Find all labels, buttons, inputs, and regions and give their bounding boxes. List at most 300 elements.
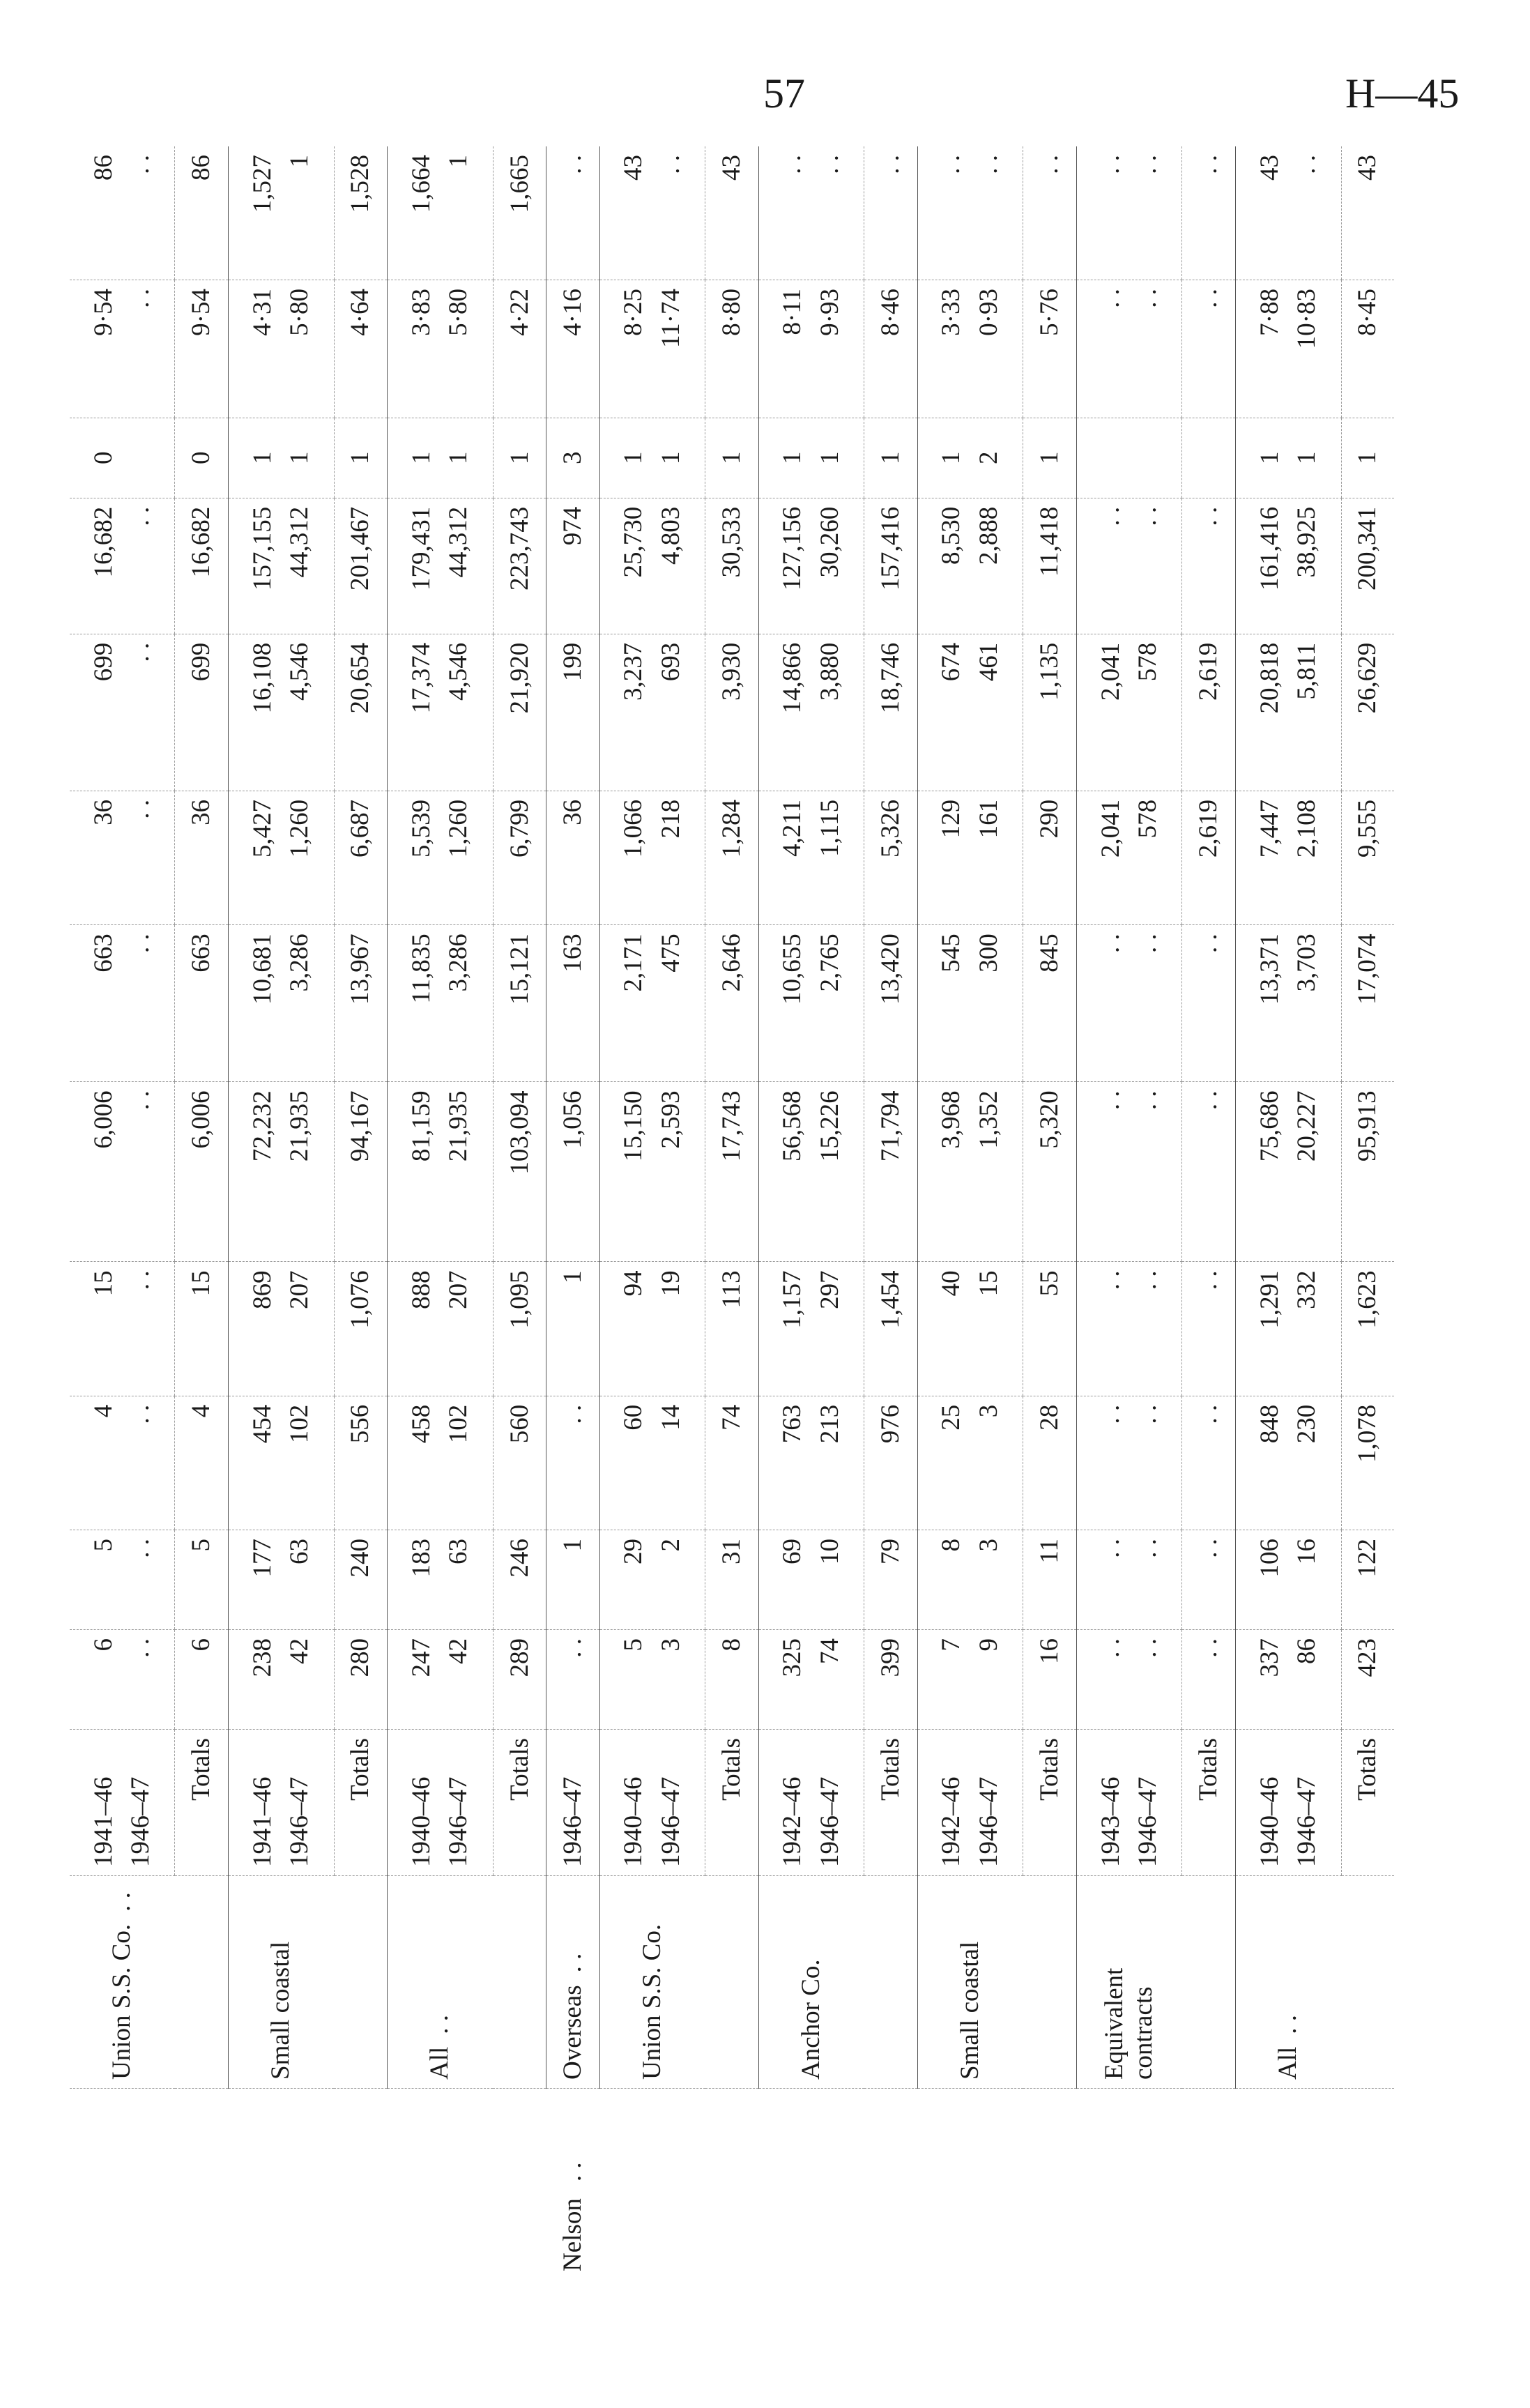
value-cell-col-5 — [705, 1082, 759, 1262]
cell-value: 458 — [406, 1404, 436, 1444]
cell-value: 163 — [558, 934, 588, 973]
value-cell-col-3 — [1235, 1396, 1341, 1530]
period-year: 1940–46 — [406, 1776, 436, 1867]
service-type-cell — [175, 1876, 229, 2089]
total-value: 1,076 — [346, 1270, 375, 1329]
cell-value: 2,765 — [815, 934, 844, 992]
cell-value: 42 — [444, 1638, 473, 1664]
value-cell-col-8 — [1182, 634, 1236, 791]
total-value: 1,095 — [505, 1270, 534, 1329]
total-value: 71,794 — [876, 1090, 905, 1162]
cell-value: 17,374 — [406, 642, 436, 714]
cell-value: 3,968 — [937, 1090, 966, 1149]
cell-value: 5,427 — [247, 799, 277, 858]
service-type-cell — [599, 1876, 705, 2089]
cell-value: . . — [126, 799, 155, 819]
cell-value: 1,527 — [247, 155, 277, 213]
value-cell-col-12 — [175, 146, 229, 280]
value-cell-col-12 — [1076, 146, 1182, 280]
value-cell-col-5 — [388, 1082, 494, 1262]
period-cell — [228, 1730, 334, 1876]
value-cell-col-1 — [1341, 1630, 1394, 1730]
cell-value: 161 — [974, 799, 1004, 839]
cell-value: 15 — [974, 1270, 1004, 1297]
value-cell-col-11 — [758, 280, 864, 418]
total-value: . . — [1194, 1638, 1223, 1658]
cell-value: . . — [1133, 1539, 1163, 1558]
value-cell-col-6 — [228, 925, 334, 1082]
value-cell-col-5 — [1076, 1082, 1182, 1262]
value-cell-col-10 — [864, 418, 918, 498]
cell-value: 81,159 — [406, 1090, 436, 1162]
value-cell-col-6 — [758, 925, 864, 1082]
cell-value: 9 — [974, 1638, 1004, 1652]
port-cell — [546, 2089, 600, 2280]
cell-value: 848 — [1255, 1404, 1284, 1444]
service-type-cell — [917, 1876, 1023, 2089]
cell-value: 179,431 — [406, 506, 436, 591]
value-cell-col-7 — [1182, 791, 1236, 924]
value-cell-col-5 — [175, 1082, 229, 1262]
value-cell-col-6 — [1235, 925, 1341, 1082]
cell-value: . . — [778, 155, 807, 174]
cell-value: . . — [1133, 1404, 1163, 1424]
total-value: 223,743 — [505, 506, 534, 591]
value-cell-col-7 — [758, 791, 864, 924]
period-cell — [599, 1730, 705, 1876]
total-value: 663 — [187, 934, 216, 973]
cell-value: 699 — [89, 642, 118, 682]
table-row — [228, 146, 334, 2280]
total-value: 43 — [717, 155, 747, 181]
cell-value: . . — [558, 1638, 588, 1658]
service-dots: . . — [558, 1953, 587, 1973]
value-cell-col-2 — [334, 1530, 388, 1630]
total-value: 2,646 — [717, 934, 747, 992]
cell-value: 29 — [619, 1539, 648, 1564]
value-cell-col-11 — [175, 280, 229, 418]
cell-value: 14 — [656, 1404, 685, 1431]
value-cell-col-1 — [228, 1630, 334, 1730]
total-value: 5,320 — [1035, 1090, 1064, 1149]
value-cell-col-8 — [546, 634, 600, 791]
total-value: 423 — [1353, 1638, 1382, 1677]
value-cell-col-8 — [599, 634, 705, 791]
cell-value: 4,803 — [656, 506, 685, 565]
totals-row — [175, 146, 229, 2280]
period-cell — [1182, 1730, 1236, 1876]
port-cell — [493, 2089, 546, 2280]
value-cell-col-7 — [334, 791, 388, 924]
cell-value: 545 — [937, 934, 966, 973]
value-cell-col-7 — [705, 791, 759, 924]
cell-value: 2,041 — [1096, 799, 1125, 858]
cell-value: 5,811 — [1292, 642, 1322, 700]
cell-value: 207 — [285, 1270, 314, 1309]
total-value: 86 — [187, 155, 216, 181]
totals-label: Totals — [717, 1738, 747, 1801]
total-value: . . — [1194, 934, 1223, 953]
value-cell-col-10 — [546, 418, 600, 498]
cell-value: 475 — [656, 934, 685, 973]
cell-value: 1,066 — [619, 799, 648, 858]
value-cell-col-2 — [546, 1530, 600, 1630]
total-value: 8·45 — [1353, 289, 1382, 336]
total-value: 36 — [187, 799, 216, 825]
total-value: 15,121 — [505, 934, 534, 1005]
period-year: 1943–46 — [1096, 1776, 1125, 1867]
cell-value: . . — [1133, 506, 1163, 526]
service-type-cell — [388, 1876, 494, 2089]
period-cell — [705, 1730, 759, 1876]
port-cell — [334, 2089, 388, 2280]
value-cell-col-4 — [70, 1262, 175, 1396]
cell-value: . . — [974, 155, 1004, 174]
service-type-cell — [758, 1876, 864, 2089]
cell-value: . . — [1133, 155, 1163, 174]
cell-value: 763 — [778, 1404, 807, 1444]
cell-value: . . — [126, 642, 155, 662]
cell-value: 2,041 — [1096, 642, 1125, 701]
value-cell-col-9 — [599, 498, 705, 634]
cell-value: . . — [1096, 1539, 1125, 1558]
value-cell-col-5 — [228, 1082, 334, 1262]
table-body — [70, 146, 1394, 2280]
cell-value: 9·54 — [89, 289, 118, 336]
total-value: 5·76 — [1035, 289, 1064, 336]
total-value: 2,619 — [1194, 642, 1223, 701]
value-cell-col-2 — [1076, 1530, 1182, 1630]
value-cell-col-11 — [228, 280, 334, 418]
period-year: 1946–47 — [558, 1776, 588, 1867]
value-cell-col-12 — [758, 146, 864, 280]
cell-value: 36 — [558, 799, 588, 825]
period-year: 1946–47 — [815, 1776, 844, 1867]
cell-value: 1 — [558, 1270, 588, 1283]
value-cell-col-6 — [546, 925, 600, 1082]
service-dots: . . — [1273, 2014, 1303, 2034]
value-cell-col-6 — [1341, 925, 1394, 1082]
cell-value: 106 — [1255, 1539, 1284, 1578]
cell-value: . . — [815, 155, 844, 174]
table-row — [1235, 146, 1341, 2280]
total-value: 113 — [717, 1270, 747, 1309]
value-cell-col-2 — [705, 1530, 759, 1630]
period-cell — [334, 1730, 388, 1876]
total-value: 1,623 — [1353, 1270, 1382, 1329]
total-value: 200,341 — [1353, 506, 1382, 591]
total-value: 1,284 — [717, 799, 747, 858]
cell-value: 4·16 — [558, 289, 588, 336]
cell-value: 213 — [815, 1404, 844, 1444]
totals-label: Totals — [876, 1738, 905, 1801]
table-row — [599, 146, 705, 2280]
cell-value: 13,371 — [1255, 934, 1284, 1005]
cell-value: . . — [1096, 155, 1125, 174]
value-cell-col-11 — [705, 280, 759, 418]
cell-value: 69 — [778, 1539, 807, 1564]
cell-value: 21,935 — [444, 1090, 473, 1162]
cell-value: 72,232 — [247, 1090, 277, 1162]
value-cell-col-8 — [334, 634, 388, 791]
rotated-statistics-table — [70, 146, 1394, 2280]
value-cell-col-12 — [1182, 146, 1236, 280]
cell-value: . . — [126, 289, 155, 308]
cell-value: 1,291 — [1255, 1270, 1284, 1329]
cell-value: 3,286 — [444, 934, 473, 992]
cell-value: . . — [937, 155, 966, 174]
total-value: 11,418 — [1035, 506, 1064, 577]
table-row — [1076, 146, 1182, 2280]
cell-value: 5 — [619, 1638, 648, 1652]
value-cell-col-11 — [599, 280, 705, 418]
cell-value: 4 — [89, 1404, 118, 1418]
value-cell-col-10 — [1023, 418, 1077, 498]
value-cell-col-1 — [1182, 1630, 1236, 1730]
value-cell-col-5 — [334, 1082, 388, 1262]
period-cell — [864, 1730, 918, 1876]
total-value: 9,555 — [1353, 799, 1382, 858]
cell-value: 1 — [444, 451, 473, 465]
port-cell — [599, 2089, 705, 2280]
value-cell-col-5 — [493, 1082, 546, 1262]
total-value: 240 — [346, 1539, 375, 1578]
cell-value: 5 — [89, 1539, 118, 1552]
value-cell-col-2 — [917, 1530, 1023, 1630]
port-cell — [388, 2089, 494, 2280]
value-cell-col-5 — [599, 1082, 705, 1262]
value-cell-col-3 — [546, 1396, 600, 1530]
total-value: 18,746 — [876, 642, 905, 714]
cell-value: 74 — [815, 1638, 844, 1664]
total-value: 1,528 — [346, 155, 375, 213]
value-cell-col-7 — [1235, 791, 1341, 924]
cell-value: 43 — [619, 155, 648, 181]
cell-value: 247 — [406, 1638, 436, 1677]
period-year: 1946–47 — [1292, 1776, 1322, 1867]
cell-value: 10,655 — [778, 934, 807, 1005]
value-cell-col-12 — [864, 146, 918, 280]
value-cell-col-12 — [388, 146, 494, 280]
cell-value: 461 — [974, 642, 1004, 682]
value-cell-col-8 — [1235, 634, 1341, 791]
cell-value: 16 — [1292, 1539, 1322, 1564]
total-value: . . — [1194, 1539, 1223, 1558]
value-cell-col-1 — [917, 1630, 1023, 1730]
cell-value: 15 — [89, 1270, 118, 1297]
value-cell-col-10 — [70, 418, 175, 498]
cell-value: 20,818 — [1255, 642, 1284, 714]
cell-value — [122, 427, 160, 489]
cell-value: 1 — [815, 451, 844, 465]
statistics-table — [70, 146, 1394, 2280]
value-cell-col-7 — [917, 791, 1023, 924]
value-cell-col-1 — [493, 1630, 546, 1730]
totals-label: Totals — [346, 1738, 375, 1801]
value-cell-col-4 — [1182, 1262, 1236, 1396]
period-cell — [1235, 1730, 1341, 1876]
value-cell-col-9 — [388, 498, 494, 634]
service-type: All — [425, 2046, 454, 2080]
value-cell-col-3 — [917, 1396, 1023, 1530]
totals-label: Totals — [1035, 1738, 1064, 1801]
value-cell-col-1 — [546, 1630, 600, 1730]
value-cell-col-1 — [70, 1630, 175, 1730]
value-cell-col-7 — [1023, 791, 1077, 924]
cell-value: . . — [1133, 289, 1163, 308]
port-cell — [917, 2089, 1023, 2280]
value-cell-col-12 — [70, 146, 175, 280]
value-cell-col-2 — [228, 1530, 334, 1630]
cell-value: 15,150 — [619, 1090, 648, 1162]
cell-value: . . — [1096, 1090, 1125, 1111]
value-cell-col-5 — [70, 1082, 175, 1262]
value-cell-col-10 — [1235, 418, 1341, 498]
period-cell — [70, 1730, 175, 1876]
value-cell-col-4 — [1341, 1262, 1394, 1396]
value-cell-col-2 — [175, 1530, 229, 1630]
port-dots: . . — [558, 2162, 588, 2182]
cell-value: 3·83 — [406, 289, 436, 336]
value-cell-col-9 — [758, 498, 864, 634]
total-value: 31 — [717, 1539, 747, 1564]
port-cell — [705, 2089, 759, 2280]
total-value: 2,619 — [1194, 799, 1223, 858]
value-cell-col-9 — [1182, 498, 1236, 634]
value-cell-col-4 — [1235, 1262, 1341, 1396]
value-cell-col-1 — [1235, 1630, 1341, 1730]
value-cell-col-1 — [864, 1630, 918, 1730]
total-value: 103,094 — [505, 1090, 534, 1175]
total-value: 17,074 — [1353, 934, 1382, 1005]
cell-value: 1,260 — [444, 799, 473, 858]
period-year: 1946–47 — [974, 1776, 1004, 1867]
value-cell-col-10 — [334, 418, 388, 498]
cell-value: 1 — [778, 451, 807, 465]
cell-value: . . — [126, 934, 155, 953]
total-value: 4 — [187, 1404, 216, 1418]
cell-value: 177 — [247, 1539, 277, 1578]
total-value: 845 — [1035, 934, 1064, 973]
cell-value — [1092, 427, 1130, 489]
cell-value: 129 — [937, 799, 966, 839]
cell-value: 4,211 — [778, 799, 807, 857]
service-type-cell — [1076, 1876, 1182, 2089]
cell-value: 578 — [1133, 642, 1163, 682]
total-value: 6,687 — [346, 799, 375, 858]
value-cell-col-3 — [388, 1396, 494, 1530]
cell-value: 16,682 — [89, 506, 118, 578]
cell-value: 9·93 — [815, 289, 844, 336]
cell-value: 10 — [815, 1539, 844, 1564]
total-value: 399 — [876, 1638, 905, 1677]
value-cell-col-5 — [864, 1082, 918, 1262]
value-cell-col-9 — [334, 498, 388, 634]
period-year: 1940–46 — [619, 1776, 648, 1867]
value-cell-col-5 — [917, 1082, 1023, 1262]
cell-value: . . — [558, 155, 588, 174]
total-value: 28 — [1035, 1404, 1064, 1431]
port-cell — [1341, 2089, 1394, 2280]
value-cell-col-8 — [1023, 634, 1077, 791]
cell-value: 578 — [1133, 799, 1163, 839]
period-year: 1946–47 — [444, 1776, 473, 1867]
total-value: 157,416 — [876, 506, 905, 591]
total-value: 5,326 — [876, 799, 905, 858]
value-cell-col-7 — [493, 791, 546, 924]
service-type-cell — [334, 1876, 388, 2089]
cell-value: 3,703 — [1292, 934, 1322, 992]
cell-value: 325 — [778, 1638, 807, 1677]
value-cell-col-4 — [493, 1262, 546, 1396]
value-cell-col-9 — [493, 498, 546, 634]
value-cell-col-6 — [1023, 925, 1077, 1082]
value-cell-col-10 — [175, 418, 229, 498]
total-value: 6 — [187, 1638, 216, 1652]
total-value: . . — [1194, 506, 1223, 526]
cell-value: . . — [1096, 506, 1125, 526]
value-cell-col-12 — [493, 146, 546, 280]
cell-value: 1 — [1292, 451, 1322, 465]
value-cell-col-9 — [1076, 498, 1182, 634]
cell-value: 337 — [1255, 1638, 1284, 1677]
table-row — [70, 146, 175, 2280]
total-value: 9·54 — [187, 289, 216, 336]
total-value: . . — [1194, 289, 1223, 308]
total-value: 11 — [1035, 1539, 1064, 1564]
value-cell-col-6 — [1182, 925, 1236, 1082]
cell-value: . . — [126, 1090, 155, 1111]
cell-value: 3,880 — [815, 642, 844, 701]
value-cell-col-2 — [70, 1530, 175, 1630]
service-type-cell — [493, 1876, 546, 2089]
service-type: Small coastal — [266, 1941, 296, 2080]
service-type-cell — [1182, 1876, 1236, 2089]
value-cell-col-8 — [917, 634, 1023, 791]
period-year: 1946–47 — [126, 1776, 155, 1867]
port-cell — [1076, 2089, 1182, 2280]
cell-value: 3,237 — [619, 642, 648, 701]
cell-value: 25 — [937, 1404, 966, 1431]
value-cell-col-7 — [175, 791, 229, 924]
value-cell-col-11 — [1341, 280, 1394, 418]
total-value: 8·80 — [717, 289, 747, 336]
totals-row — [334, 146, 388, 2280]
cell-value: 869 — [247, 1270, 277, 1309]
port-cell — [864, 2089, 918, 2280]
value-cell-col-6 — [175, 925, 229, 1082]
period-cell — [917, 1730, 1023, 1876]
cell-value: 183 — [406, 1539, 436, 1578]
value-cell-col-3 — [705, 1396, 759, 1530]
value-cell-col-4 — [705, 1262, 759, 1396]
total-value: . . — [1194, 1090, 1223, 1111]
value-cell-col-3 — [493, 1396, 546, 1530]
page-number: 57 — [763, 70, 805, 116]
value-cell-col-7 — [599, 791, 705, 924]
service-type: Overseas — [558, 1985, 587, 2080]
value-cell-col-10 — [705, 418, 759, 498]
value-cell-col-7 — [70, 791, 175, 924]
period-cell — [1023, 1730, 1077, 1876]
cell-value: 3 — [974, 1404, 1004, 1418]
value-cell-col-7 — [388, 791, 494, 924]
value-cell-col-10 — [1076, 418, 1182, 498]
total-value: 0 — [187, 451, 216, 465]
cell-value: . . — [126, 1404, 155, 1424]
total-value: 1 — [505, 451, 534, 465]
cell-value: 297 — [815, 1270, 844, 1309]
